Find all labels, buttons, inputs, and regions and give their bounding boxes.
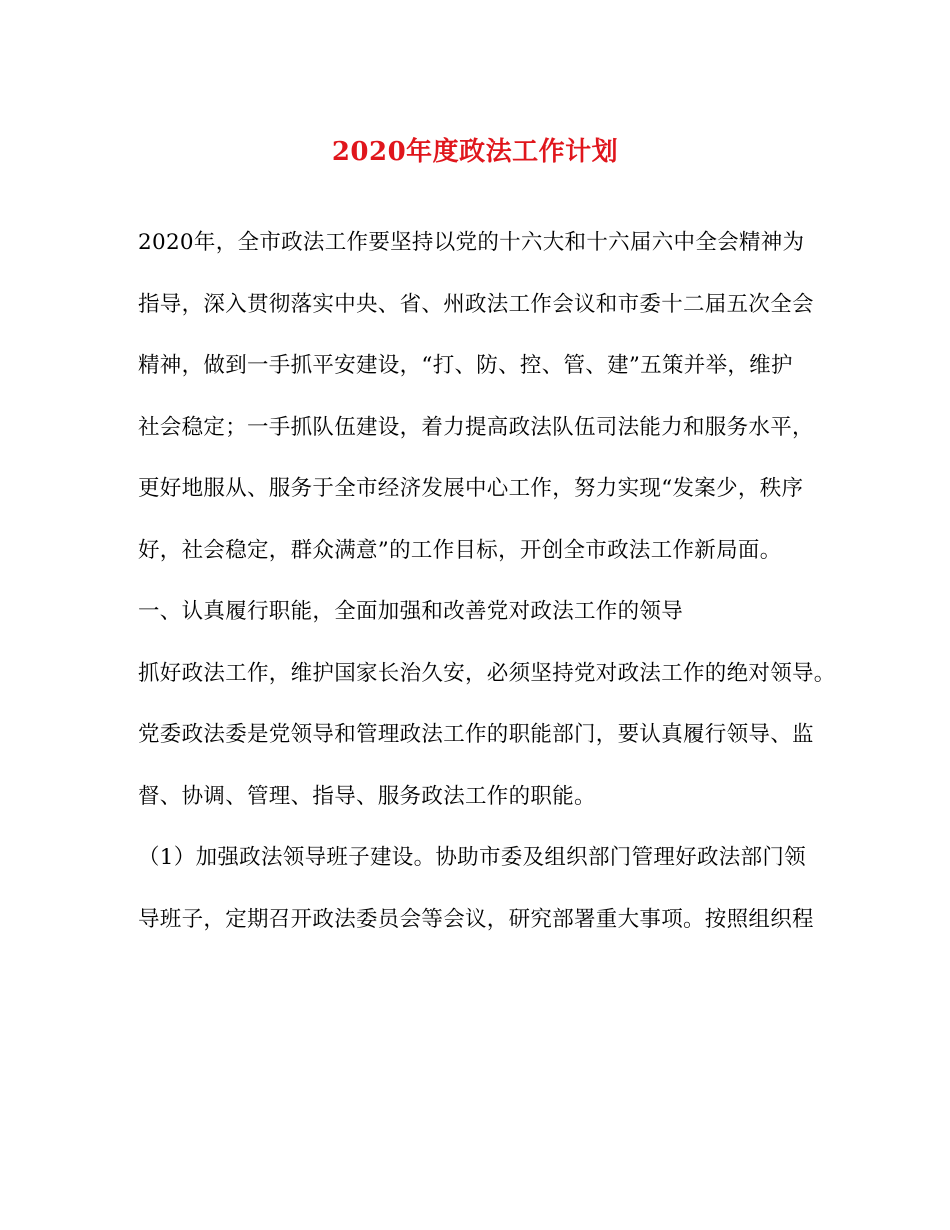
text-line: 导班子，定期召开政法委员会等会议，研究部署重大事项。按照组织程 <box>138 906 814 932</box>
text-line: 2020年，全市政法工作要坚持以党的十六大和十六届六中全会精神为 <box>138 230 805 255</box>
text-line: 指导，深入贯彻落实中央、省、州政法工作会议和市委十二届五次全会 <box>138 291 814 317</box>
text-line: 督、协调、管理、指导、服务政法工作的职能。 <box>138 783 596 809</box>
document-body <box>138 212 838 950</box>
text-line: 更好地服从、服务于全市经济发展中心工作，努力实现“发案少，秩序 <box>138 476 804 501</box>
text-line: （1）加强政法领导班子建设。协助市委及组织部门管理好政法部门领 <box>138 845 806 870</box>
text-line: 抓好政法工作，维护国家长治久安，必须坚持党对政法工作的绝对领导。 <box>138 660 836 686</box>
text-line: 好，社会稳定，群众满意”的工作目标，开创全市政法工作新局面。 <box>138 537 782 563</box>
document-title: 2020年度政法工作计划 <box>331 137 619 167</box>
section-heading: 一、认真履行职能，全面加强和改善党对政法工作的领导 <box>138 599 684 624</box>
text-line: 社会稳定；一手抓队伍建设，着力提高政法队伍司法能力和服务水平， <box>138 414 814 440</box>
text-line: 党委政法委是党领导和管理政法工作的职能部门，要认真履行领导、监 <box>138 722 814 747</box>
text-line: 精神，做到一手抓平安建设，“打、防、控、管、建”五策并举，维护 <box>138 353 793 378</box>
